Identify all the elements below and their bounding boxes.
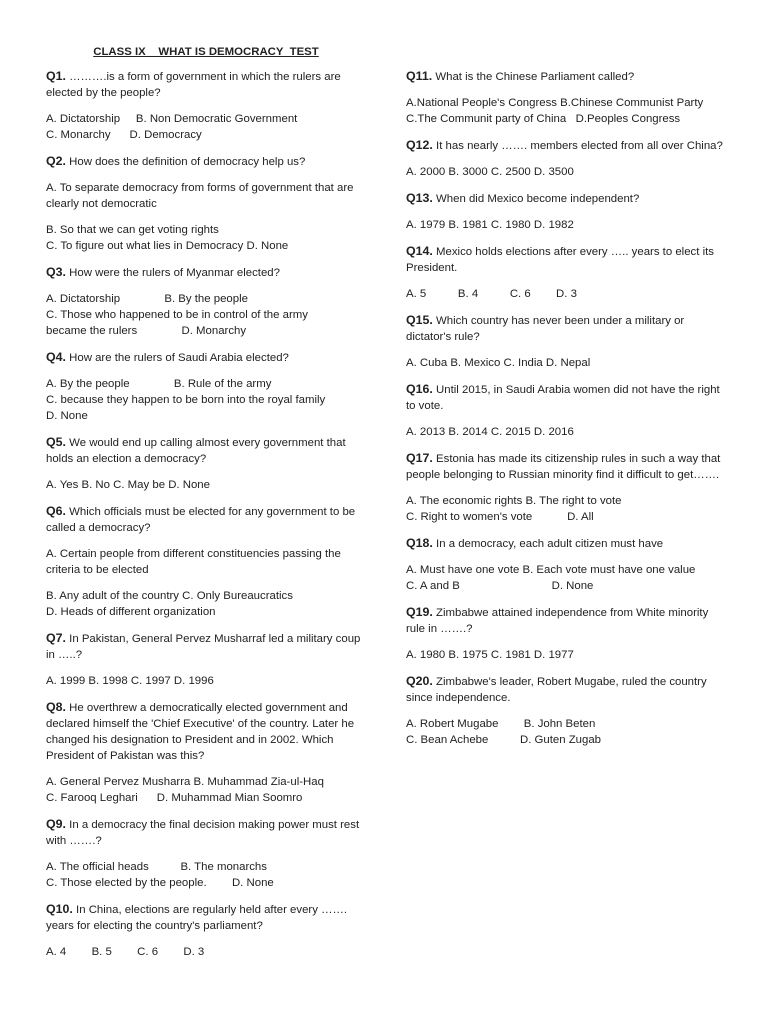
question-text — [406, 381, 724, 414]
question-text — [406, 535, 724, 552]
right-column — [406, 68, 724, 758]
answer-line: D. None — [46, 410, 88, 422]
answer-line: C. Farooq Leghari D. Muhammad Mian Soomro — [46, 792, 303, 804]
question-item — [406, 604, 724, 663]
question-number: Q17. — [406, 451, 433, 465]
answer-line: A. General Pervez Musharra B. Muhammad Zia-ul-Haq — [46, 776, 324, 788]
answer-options — [406, 562, 724, 594]
answer-line: C. Those who happened to be in control of the army — [46, 309, 308, 321]
question-body: How were the rulers of Myanmar elected? — [65, 267, 280, 279]
question-number: Q2. — [46, 154, 66, 168]
question-number: Q12. — [406, 138, 433, 152]
answer-line: A. Dictatorship B. Non Democratic Government — [46, 113, 298, 125]
question-body: We would end up calling almost every government that holds an election a democracy? — [46, 437, 346, 465]
question-number: Q5. — [46, 435, 66, 449]
answer-options — [406, 424, 724, 440]
answer-options — [406, 286, 724, 302]
question-item — [406, 312, 724, 371]
question-item — [46, 349, 366, 424]
question-item — [46, 264, 366, 339]
question-number: Q7. — [46, 631, 66, 645]
question-text — [406, 137, 724, 154]
answer-line: became the rulers D. Monarchy — [46, 325, 247, 337]
question-number: Q20. — [406, 674, 433, 688]
answer-options — [46, 222, 366, 254]
question-item — [406, 190, 724, 233]
answer-line: A. Must have one vote B. Each vote must have one value — [406, 564, 696, 576]
question-item — [46, 816, 366, 891]
answer-line: A. By the people B. Rule of the army — [46, 378, 272, 390]
question-text — [406, 604, 724, 637]
question-number: Q18. — [406, 536, 433, 550]
question-item — [46, 630, 366, 689]
question-number: Q1. — [46, 69, 66, 83]
question-body: ……….is a form of government in which the rulers are elected by the people? — [46, 71, 341, 99]
answer-line: B. Any adult of the country C. Only Bureaucratics — [46, 590, 293, 602]
question-text — [46, 699, 366, 764]
answer-line: A. Robert Mugabe B. John Beten — [406, 718, 596, 730]
question-number: Q14. — [406, 244, 433, 258]
answer-line: A. 4 B. 5 C. 6 D. 3 — [46, 946, 205, 958]
question-text — [46, 901, 366, 934]
answer-line: A. 1979 B. 1981 C. 1980 D. 1982 — [406, 219, 574, 231]
answer-line: A. 1999 B. 1998 C. 1997 D. 1996 — [46, 675, 214, 687]
question-item — [406, 673, 724, 748]
question-text — [46, 816, 366, 849]
question-item — [46, 153, 366, 254]
question-text — [406, 68, 724, 85]
answer-options — [46, 180, 366, 212]
question-item — [406, 137, 724, 180]
question-number: Q11. — [406, 69, 433, 83]
answer-options — [46, 944, 366, 960]
answer-options — [406, 217, 724, 233]
question-text — [406, 312, 724, 345]
question-item — [46, 699, 366, 806]
question-item — [406, 535, 724, 594]
question-body: He overthrew a democratically elected government and declared himself the 'Chief Executive' of the country. Later he changed his designation to President and in 2002. Which President of Pakistan was this? — [46, 702, 355, 762]
answer-line: A. 5 B. 4 C. 6 D. 3 — [406, 288, 577, 300]
question-item — [46, 434, 366, 493]
question-number: Q15. — [406, 313, 433, 327]
question-body: Which country has never been under a military or dictator's rule? — [406, 315, 685, 343]
answer-options — [46, 291, 366, 339]
answer-options — [46, 673, 366, 689]
question-number: Q4. — [46, 350, 66, 364]
answer-line: A. Dictatorship B. By the people — [46, 293, 248, 305]
answer-options — [46, 111, 366, 143]
question-text — [46, 630, 366, 663]
answer-line: C. Right to women's vote D. All — [406, 511, 594, 523]
answer-options — [46, 859, 366, 891]
answer-options — [406, 355, 724, 371]
question-number: Q16. — [406, 382, 433, 396]
answer-line: C. Monarchy D. Democracy — [46, 129, 202, 141]
answer-options — [46, 546, 366, 578]
answer-line: A.National People's Congress B.Chinese Communist Party — [406, 97, 704, 109]
question-item — [46, 68, 366, 143]
question-text — [406, 190, 724, 207]
question-item — [406, 450, 724, 525]
question-text — [46, 503, 366, 536]
answer-options — [406, 647, 724, 663]
question-number: Q13. — [406, 191, 433, 205]
answer-options — [406, 716, 724, 748]
answer-line: A. The economic rights B. The right to vote — [406, 495, 622, 507]
left-column — [46, 68, 366, 970]
answer-line: C. because they happen to be born into the royal family — [46, 394, 326, 406]
answer-line: A. Yes B. No C. May be D. None — [46, 479, 210, 491]
answer-line: C. A and B D. None — [406, 580, 594, 592]
question-item — [46, 901, 366, 960]
question-text — [46, 264, 366, 281]
answer-line: A. 2000 B. 3000 C. 2500 D. 3500 — [406, 166, 574, 178]
answer-options — [46, 588, 366, 620]
answer-line: A. Certain people from different constituencies passing the criteria to be elected — [46, 548, 341, 576]
question-body: In China, elections are regularly held after every ……. years for electing the country's parliament? — [46, 904, 348, 932]
answer-line: C. Bean Achebe D. Guten Zugab — [406, 734, 602, 746]
answer-line: A. To separate democracy from forms of government that are clearly not democratic — [46, 182, 354, 210]
question-body: Mexico holds elections after every ….. years to elect its President. — [406, 246, 714, 274]
answer-line: C. Those elected by the people. D. None — [46, 877, 274, 889]
answer-line: A. 2013 B. 2014 C. 2015 D. 2016 — [406, 426, 574, 438]
answer-line: B. So that we can get voting rights — [46, 224, 219, 236]
question-body: Which officials must be elected for any government to be called a democracy? — [46, 506, 356, 534]
question-body: Estonia has made its citizenship rules in such a way that people belonging to Russian minority find it difficult to get……. — [406, 453, 721, 481]
question-item — [406, 381, 724, 440]
answer-line: D. Heads of different organization — [46, 606, 216, 618]
question-body: Until 2015, in Saudi Arabia women did not have the right to vote. — [406, 384, 720, 412]
question-body: Zimbabwe's leader, Robert Mugabe, ruled the country since independence. — [406, 676, 707, 704]
question-number: Q9. — [46, 817, 66, 831]
question-item — [406, 243, 724, 302]
question-number: Q3. — [46, 265, 66, 279]
question-body: In a democracy, each adult citizen must have — [432, 538, 664, 550]
question-text — [46, 349, 366, 366]
question-body: In a democracy the final decision making power must rest with …….? — [46, 819, 360, 847]
question-body: It has nearly ……. members elected from all over China? — [432, 140, 723, 152]
question-number: Q10. — [46, 902, 73, 916]
question-body: How are the rulers of Saudi Arabia elected? — [65, 352, 289, 364]
question-text — [46, 153, 366, 170]
question-number: Q6. — [46, 504, 66, 518]
answer-line: C. To figure out what lies in Democracy D. None — [46, 240, 289, 252]
question-number: Q8. — [46, 700, 66, 714]
question-item — [46, 503, 366, 620]
answer-line: A. 1980 B. 1975 C. 1981 D. 1977 — [406, 649, 574, 661]
question-text — [46, 68, 366, 101]
question-number: Q19. — [406, 605, 433, 619]
answer-options — [46, 774, 366, 806]
question-text — [406, 673, 724, 706]
answer-line: A. Cuba B. Mexico C. India D. Nepal — [406, 357, 591, 369]
answer-options — [406, 95, 724, 127]
question-body: Zimbabwe attained independence from White minority rule in …….? — [406, 607, 709, 635]
question-item — [406, 68, 724, 127]
question-body: How does the definition of democracy help us? — [65, 156, 306, 168]
question-body: What is the Chinese Parliament called? — [432, 71, 635, 83]
answer-options — [46, 477, 366, 493]
answer-options — [46, 376, 366, 424]
question-text — [406, 243, 724, 276]
page-title: CLASS IX WHAT IS DEMOCRACY TEST — [93, 46, 319, 58]
answer-line: A. The official heads B. The monarchs — [46, 861, 267, 873]
question-text — [406, 450, 724, 483]
answer-options — [406, 493, 724, 525]
question-body: In Pakistan, General Pervez Musharraf led a military coup in …..? — [46, 633, 361, 661]
answer-options — [406, 164, 724, 180]
answer-line: C.The Communit party of China D.Peoples Congress — [406, 113, 681, 125]
question-body: When did Mexico become independent? — [432, 193, 640, 205]
question-text — [46, 434, 366, 467]
